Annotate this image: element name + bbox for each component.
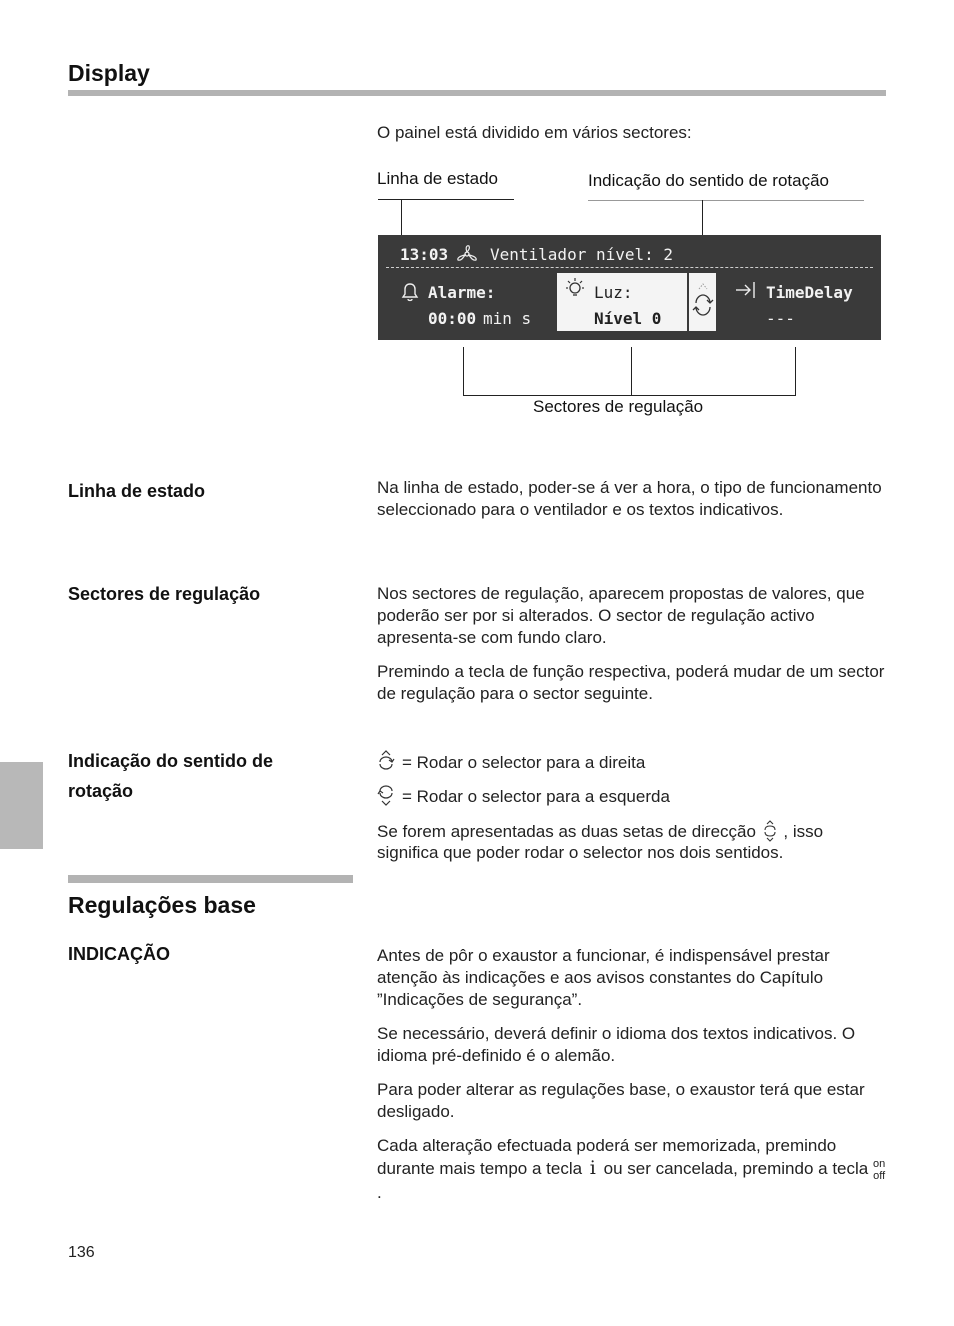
panel-timedelay-label: TimeDelay bbox=[766, 283, 853, 302]
indicacao-heading: INDICAÇÃO bbox=[68, 944, 170, 964]
status-line-text: Na linha de estado, poder-se á ver a hora, o tipo de funcionamento seleccionado para o ventilador e os textos indicativos. bbox=[377, 478, 882, 519]
panel-separator bbox=[386, 267, 873, 268]
base-settings-title: Regulações base bbox=[68, 892, 256, 918]
on-off-key-icon bbox=[873, 1158, 885, 1182]
base-p4-a: Cada alteração efectuada poderá ser memorizada, premindo durante mais tempo a tecla bbox=[377, 1136, 837, 1178]
panel-alarm-unit: min s bbox=[483, 309, 532, 328]
bracket-base bbox=[463, 395, 796, 396]
base-p1: Antes de pôr o exaustor a funcionar, é indispensável prestar atenção às indicações e aos avisos constantes do Capítulo ”Indicações de segurança”. bbox=[377, 946, 830, 1009]
status-line-heading: Linha de estado bbox=[68, 481, 206, 501]
display-panel bbox=[378, 235, 881, 340]
rotation-indicator bbox=[689, 273, 716, 331]
rotate-right-icon bbox=[377, 750, 395, 772]
panel-light-value: Nível 0 bbox=[594, 309, 662, 328]
section-title: Display bbox=[68, 60, 150, 86]
bracket-left bbox=[463, 347, 464, 395]
key-off-label: off bbox=[873, 1169, 886, 1182]
base-p4 bbox=[377, 1135, 887, 1204]
rotation-arrows-icon bbox=[692, 279, 714, 325]
sectors-text-2: Premindo a tecla de função respectiva, poderá mudar de um sector de regulação para o sector seguinte. bbox=[377, 662, 885, 703]
panel-alarm-label: Alarme: bbox=[428, 283, 496, 302]
rotate-left-icon bbox=[377, 784, 395, 806]
page-number: 136 bbox=[68, 1244, 95, 1261]
panel-light-label: Luz: bbox=[594, 283, 633, 302]
bracket-middle bbox=[631, 347, 632, 395]
base-p2: Se necessário, deverá definir o idioma dos textos indicativos. O idioma pré-definido é o alemão. bbox=[377, 1024, 856, 1065]
rotate-both-text-c: significa que poder rodar o selector nos dois sentidos. bbox=[377, 843, 784, 862]
key-on-label: on bbox=[872, 1157, 886, 1170]
rotation-heading-line2: rotação bbox=[68, 781, 134, 801]
light-bulb-icon bbox=[563, 277, 587, 301]
rotation-heading-line1: Indicação do sentido de bbox=[68, 751, 274, 771]
panel-time: 13:03 bbox=[400, 245, 449, 264]
base-p4-end: . bbox=[377, 1182, 382, 1202]
callout-rotation: Indicação do sentido de rotação bbox=[588, 171, 830, 190]
rotate-both-line1 bbox=[377, 820, 823, 843]
panel-fan-text: Ventilador nível: 2 bbox=[490, 245, 674, 264]
rotate-both-text-a: Se forem apresentadas as duas setas de direcção bbox=[377, 822, 756, 841]
base-p3: Para poder alterar as regulações base, o exaustor terá que estar desligado. bbox=[377, 1080, 865, 1121]
sectors-text-1: Nos sectores de regulação, aparecem propostas de valores, que poderão ser por si alterados. O sector de regulação activo apresenta-se com fundo claro. bbox=[377, 584, 865, 647]
bracket-right bbox=[795, 347, 796, 395]
info-key-icon: i bbox=[589, 1157, 596, 1179]
panel-timedelay-value: --- bbox=[766, 309, 795, 328]
rotate-both-icon bbox=[763, 820, 777, 842]
timedelay-icon bbox=[734, 279, 760, 301]
base-p4-c: tecla bbox=[832, 1159, 869, 1178]
chapter-tab bbox=[0, 762, 43, 849]
panel-alarm-value: 00:00 bbox=[428, 309, 477, 328]
active-sector-light bbox=[557, 273, 687, 331]
sectors-heading: Sectores de regulação bbox=[68, 584, 261, 604]
callout-status-underline bbox=[378, 199, 514, 200]
rotate-right-text: = Rodar o selector para a direita bbox=[402, 753, 646, 772]
header-rule bbox=[68, 90, 886, 96]
callout-sectors: Sectores de regulação bbox=[533, 397, 704, 416]
fan-icon bbox=[455, 244, 479, 264]
bell-icon bbox=[398, 280, 422, 304]
callout-status-line: Linha de estado bbox=[377, 169, 498, 188]
rotate-left-text: = Rodar o selector para a esquerda bbox=[402, 787, 670, 806]
callout-status-pointer bbox=[401, 199, 402, 235]
rotate-both-text-b: , isso bbox=[783, 822, 824, 841]
intro-text: O painel está dividido em vários sectores: bbox=[377, 123, 692, 142]
section-rule bbox=[68, 875, 353, 883]
callout-rotation-underline bbox=[588, 200, 864, 201]
base-p4-b: ou ser cancelada, premindo a bbox=[603, 1159, 828, 1178]
